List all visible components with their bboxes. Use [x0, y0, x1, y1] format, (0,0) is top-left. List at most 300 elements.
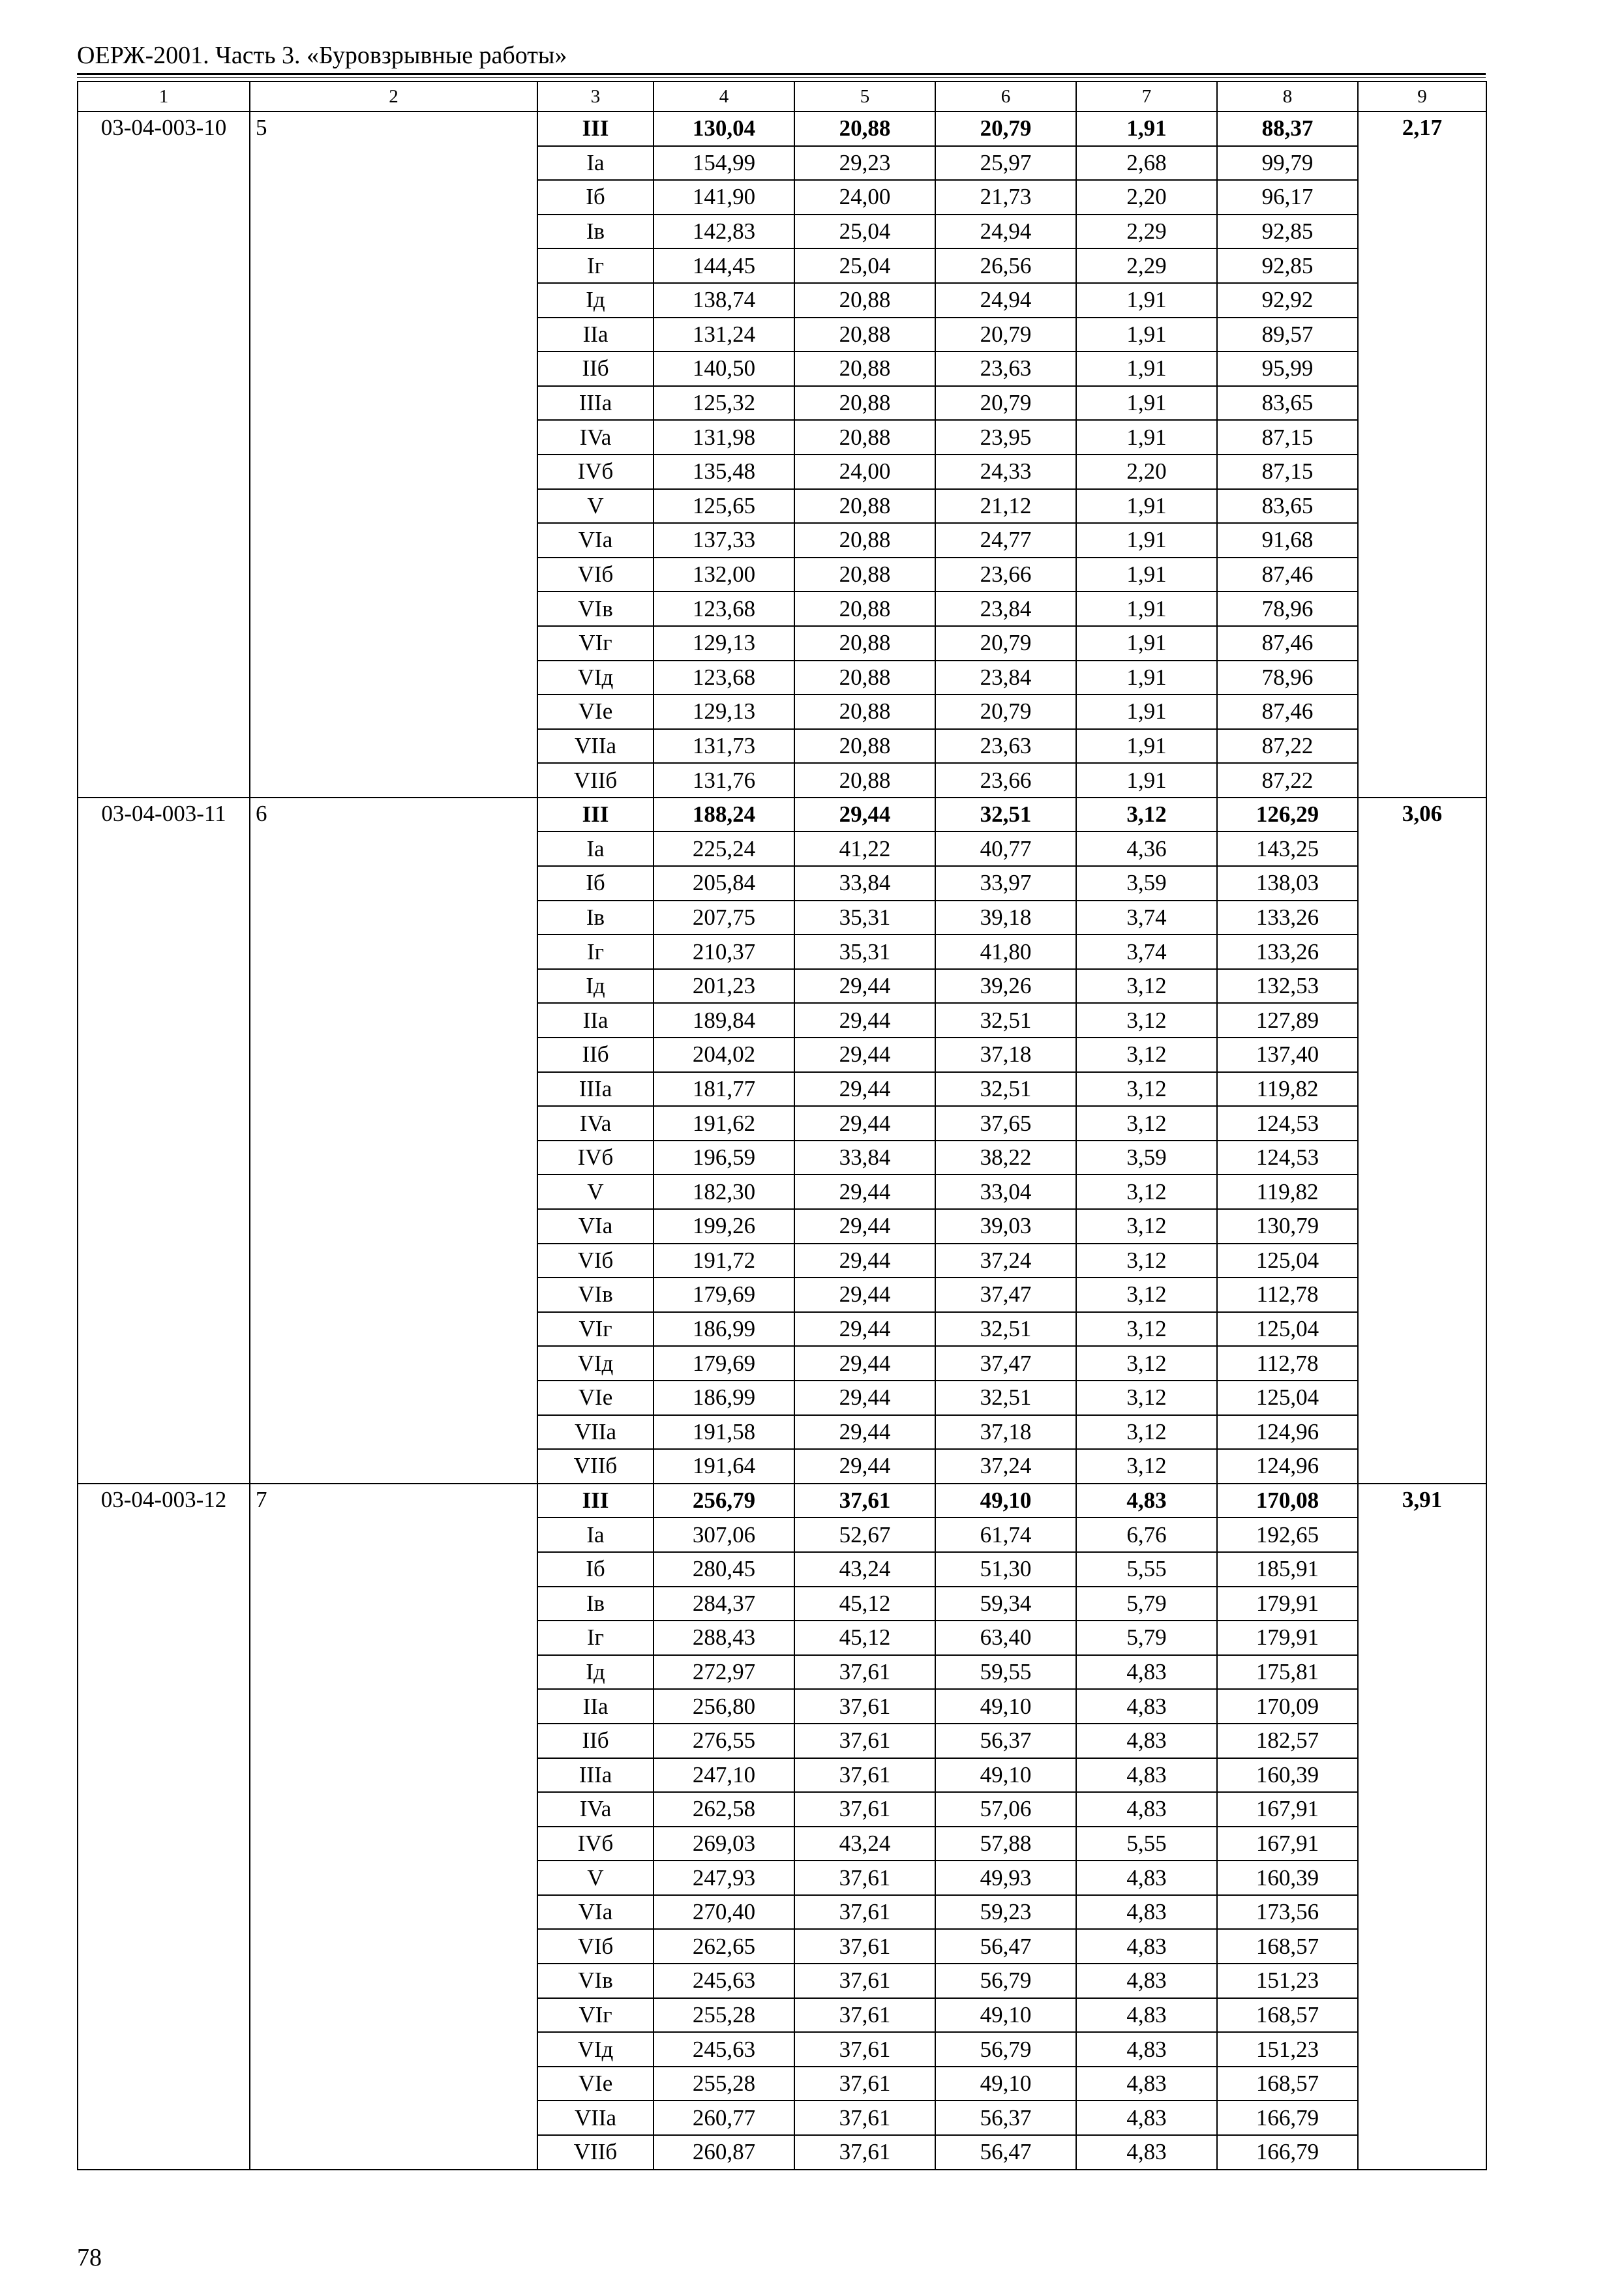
value-cell: 1,91: [1076, 352, 1217, 386]
value-cell: 4,83: [1076, 1655, 1217, 1690]
zone-cell: VIIa: [537, 2101, 654, 2135]
value-cell: 1,91: [1076, 386, 1217, 421]
value-cell: 37,61: [794, 1861, 935, 1895]
value-cell: 87,46: [1217, 558, 1358, 592]
zone-cell: Iв: [537, 215, 654, 249]
zone-cell: VIд: [537, 1346, 654, 1381]
value-cell: 269,03: [654, 1827, 794, 1861]
value-cell: 1,91: [1076, 729, 1217, 764]
value-cell: 2,20: [1076, 180, 1217, 215]
zone-cell: VIIб: [537, 763, 654, 798]
column-number: 3: [537, 82, 654, 112]
value-cell: 49,10: [935, 1484, 1076, 1518]
value-cell: 23,66: [935, 763, 1076, 798]
value-cell: 3,12: [1076, 1244, 1217, 1278]
value-cell: 1,91: [1076, 661, 1217, 695]
value-cell: 284,37: [654, 1587, 794, 1621]
value-cell: 201,23: [654, 969, 794, 1004]
value-cell: 1,91: [1076, 489, 1217, 524]
value-cell: 29,44: [794, 969, 935, 1004]
value-cell: 56,79: [935, 1964, 1076, 1998]
value-cell: 124,96: [1217, 1415, 1358, 1450]
value-cell: 37,18: [935, 1038, 1076, 1072]
value-cell: 59,55: [935, 1655, 1076, 1690]
value-cell: 59,23: [935, 1895, 1076, 1930]
zone-cell: Iд: [537, 969, 654, 1004]
value-cell: 137,33: [654, 523, 794, 558]
value-cell: 37,61: [794, 1792, 935, 1827]
value-cell: 37,61: [794, 1895, 935, 1930]
value-cell: 49,10: [935, 1758, 1076, 1793]
value-cell: 4,83: [1076, 2135, 1217, 2170]
value-cell: 272,97: [654, 1655, 794, 1690]
value-cell: 119,82: [1217, 1072, 1358, 1107]
value-cell: 168,57: [1217, 1998, 1358, 2033]
value-cell: 5,55: [1076, 1552, 1217, 1587]
value-cell: 57,88: [935, 1827, 1076, 1861]
zone-cell: Iб: [537, 1552, 654, 1587]
value-cell: 129,13: [654, 626, 794, 661]
value-cell: 92,85: [1217, 215, 1358, 249]
value-cell: 138,74: [654, 283, 794, 318]
value-cell: 288,43: [654, 1621, 794, 1655]
zone-cell: IIIa: [537, 1072, 654, 1107]
value-cell: 3,12: [1076, 1346, 1217, 1381]
value-cell: 247,10: [654, 1758, 794, 1793]
value-cell: 61,74: [935, 1518, 1076, 1552]
value-cell: 2,29: [1076, 215, 1217, 249]
value-cell: 24,77: [935, 523, 1076, 558]
value-cell: 3,12: [1076, 1003, 1217, 1038]
value-cell: 39,03: [935, 1209, 1076, 1244]
value-cell: 247,93: [654, 1861, 794, 1895]
value-cell: 37,61: [794, 2101, 935, 2135]
value-cell: 37,61: [794, 1758, 935, 1793]
rate-code-cell: 03-04-003-12: [78, 1484, 250, 2170]
value-cell: 255,28: [654, 1998, 794, 2033]
zone-cell: Iб: [537, 866, 654, 901]
zone-cell: IIa: [537, 1689, 654, 1724]
value-cell: 4,83: [1076, 1861, 1217, 1895]
value-cell: 132,00: [654, 558, 794, 592]
zone-cell: IIIa: [537, 1758, 654, 1793]
value-cell: 59,34: [935, 1587, 1076, 1621]
value-cell: 4,83: [1076, 1484, 1217, 1518]
value-cell: 4,83: [1076, 2067, 1217, 2101]
value-cell: 49,10: [935, 2067, 1076, 2101]
value-cell: 25,04: [794, 215, 935, 249]
value-cell: 25,97: [935, 146, 1076, 181]
value-cell: 33,84: [794, 866, 935, 901]
value-cell: 45,12: [794, 1621, 935, 1655]
value-cell: 140,50: [654, 352, 794, 386]
zone-cell: Iг: [537, 935, 654, 969]
value-cell: 20,88: [794, 420, 935, 455]
value-cell: 37,61: [794, 2067, 935, 2101]
table-row: [78, 1484, 1486, 1518]
value-cell: 179,69: [654, 1278, 794, 1312]
value-cell: 4,36: [1076, 831, 1217, 866]
value-cell: 5,79: [1076, 1587, 1217, 1621]
value-cell: 125,32: [654, 386, 794, 421]
value-cell: 49,93: [935, 1861, 1076, 1895]
zone-cell: III: [537, 1484, 654, 1518]
value-cell: 29,44: [794, 1415, 935, 1450]
value-cell: 96,17: [1217, 180, 1358, 215]
value-cell: 125,04: [1217, 1381, 1358, 1415]
zone-cell: IVб: [537, 1827, 654, 1861]
value-cell: 4,83: [1076, 1998, 1217, 2033]
value-cell: 1,91: [1076, 420, 1217, 455]
value-cell: 20,88: [794, 523, 935, 558]
zone-cell: IIa: [537, 318, 654, 352]
zone-cell: VIв: [537, 1964, 654, 1998]
value-cell: 21,12: [935, 489, 1076, 524]
zone-cell: VIe: [537, 1381, 654, 1415]
column-9-cell: 3,91: [1358, 1484, 1486, 2170]
value-cell: 33,04: [935, 1174, 1076, 1209]
value-cell: 20,88: [794, 352, 935, 386]
column-number: 5: [794, 82, 935, 112]
value-cell: 25,04: [794, 248, 935, 283]
value-cell: 92,92: [1217, 283, 1358, 318]
value-cell: 245,63: [654, 2032, 794, 2067]
value-cell: 1,91: [1076, 318, 1217, 352]
value-cell: 2,20: [1076, 455, 1217, 489]
value-cell: 92,85: [1217, 248, 1358, 283]
value-cell: 23,63: [935, 352, 1076, 386]
value-cell: 63,40: [935, 1621, 1076, 1655]
value-cell: 131,76: [654, 763, 794, 798]
value-cell: 29,44: [794, 1346, 935, 1381]
value-cell: 20,88: [794, 112, 935, 146]
value-cell: 167,91: [1217, 1827, 1358, 1861]
value-cell: 37,65: [935, 1106, 1076, 1141]
value-cell: 43,24: [794, 1827, 935, 1861]
value-cell: 3,12: [1076, 1381, 1217, 1415]
value-cell: 4,83: [1076, 2032, 1217, 2067]
value-cell: 167,91: [1217, 1792, 1358, 1827]
zone-cell: VIe: [537, 695, 654, 729]
value-cell: 179,91: [1217, 1621, 1358, 1655]
value-cell: 4,83: [1076, 1758, 1217, 1793]
value-cell: 260,77: [654, 2101, 794, 2135]
value-cell: 142,83: [654, 215, 794, 249]
value-cell: 87,15: [1217, 455, 1358, 489]
zone-cell: Ia: [537, 146, 654, 181]
zone-cell: VIa: [537, 523, 654, 558]
value-cell: 37,24: [935, 1449, 1076, 1484]
value-cell: 78,96: [1217, 591, 1358, 626]
value-cell: 49,10: [935, 1689, 1076, 1724]
value-cell: 91,68: [1217, 523, 1358, 558]
value-cell: 23,63: [935, 729, 1076, 764]
value-cell: 29,44: [794, 1278, 935, 1312]
value-cell: 51,30: [935, 1552, 1076, 1587]
value-cell: 126,29: [1217, 798, 1358, 832]
value-cell: 191,64: [654, 1449, 794, 1484]
zone-cell: VIг: [537, 1312, 654, 1347]
value-cell: 37,61: [794, 1964, 935, 1998]
zone-cell: Iб: [537, 180, 654, 215]
value-cell: 179,69: [654, 1346, 794, 1381]
value-cell: 78,96: [1217, 661, 1358, 695]
value-cell: 168,57: [1217, 1929, 1358, 1964]
zone-cell: III: [537, 798, 654, 832]
value-cell: 20,88: [794, 695, 935, 729]
value-cell: 262,65: [654, 1929, 794, 1964]
value-cell: 210,37: [654, 935, 794, 969]
value-cell: 255,28: [654, 2067, 794, 2101]
value-cell: 49,10: [935, 1998, 1076, 2033]
zone-cell: IVa: [537, 1792, 654, 1827]
value-cell: 56,79: [935, 2032, 1076, 2067]
value-cell: 225,24: [654, 831, 794, 866]
value-cell: 3,12: [1076, 1106, 1217, 1141]
running-header: ОЕРЖ-2001. Часть 3. «Буровзрывные работы»: [77, 42, 567, 69]
zone-cell: V: [537, 1861, 654, 1895]
value-cell: 41,80: [935, 935, 1076, 969]
zone-cell: Ia: [537, 1518, 654, 1552]
value-cell: 179,91: [1217, 1587, 1358, 1621]
value-cell: 119,82: [1217, 1174, 1358, 1209]
value-cell: 95,99: [1217, 352, 1358, 386]
zone-cell: V: [537, 489, 654, 524]
column-number: 6: [935, 82, 1076, 112]
value-cell: 191,58: [654, 1415, 794, 1450]
value-cell: 23,84: [935, 661, 1076, 695]
value-cell: 87,46: [1217, 626, 1358, 661]
value-cell: 38,22: [935, 1141, 1076, 1175]
value-cell: 245,63: [654, 1964, 794, 1998]
value-cell: 20,79: [935, 112, 1076, 146]
value-cell: 29,44: [794, 1072, 935, 1107]
zone-cell: VIIa: [537, 729, 654, 764]
value-cell: 4,83: [1076, 1929, 1217, 1964]
value-cell: 35,31: [794, 901, 935, 935]
column-number: 4: [654, 82, 794, 112]
value-cell: 4,83: [1076, 1964, 1217, 1998]
zone-cell: IVб: [537, 1141, 654, 1175]
rates-table: [77, 81, 1487, 2170]
value-cell: 256,80: [654, 1689, 794, 1724]
value-cell: 21,73: [935, 180, 1076, 215]
value-cell: 29,44: [794, 1244, 935, 1278]
value-cell: 52,67: [794, 1518, 935, 1552]
value-cell: 132,53: [1217, 969, 1358, 1004]
zone-cell: IVa: [537, 420, 654, 455]
value-cell: 6,76: [1076, 1518, 1217, 1552]
value-cell: 260,87: [654, 2135, 794, 2170]
column-number: 2: [250, 82, 537, 112]
zone-cell: Iг: [537, 1621, 654, 1655]
zone-cell: IIIa: [537, 386, 654, 421]
zone-cell: VIд: [537, 661, 654, 695]
value-cell: 191,62: [654, 1106, 794, 1141]
value-cell: 199,26: [654, 1209, 794, 1244]
value-cell: 112,78: [1217, 1278, 1358, 1312]
header-rule-thin: [77, 77, 1486, 78]
value-cell: 32,51: [935, 1003, 1076, 1038]
table-body: [78, 82, 1486, 2170]
value-cell: 29,44: [794, 1038, 935, 1072]
value-cell: 131,24: [654, 318, 794, 352]
value-cell: 20,88: [794, 661, 935, 695]
zone-cell: VIб: [537, 1929, 654, 1964]
value-cell: 24,94: [935, 283, 1076, 318]
value-cell: 307,06: [654, 1518, 794, 1552]
value-cell: 124,53: [1217, 1106, 1358, 1141]
value-cell: 20,88: [794, 489, 935, 524]
column-number-row: [78, 82, 1486, 112]
value-cell: 123,68: [654, 591, 794, 626]
value-cell: 151,23: [1217, 1964, 1358, 1998]
value-cell: 166,79: [1217, 2135, 1358, 2170]
value-cell: 20,88: [794, 626, 935, 661]
column-number: 1: [78, 82, 250, 112]
zone-cell: VIб: [537, 558, 654, 592]
rate-code-cell: 03-04-003-10: [78, 112, 250, 798]
value-cell: 170,09: [1217, 1689, 1358, 1724]
value-cell: 20,79: [935, 318, 1076, 352]
value-cell: 20,88: [794, 558, 935, 592]
value-cell: 3,12: [1076, 1312, 1217, 1347]
value-cell: 87,15: [1217, 420, 1358, 455]
column-9-cell: 2,17: [1358, 112, 1486, 798]
value-cell: 138,03: [1217, 866, 1358, 901]
value-cell: 125,04: [1217, 1312, 1358, 1347]
value-cell: 32,51: [935, 1072, 1076, 1107]
value-cell: 37,61: [794, 1998, 935, 2033]
value-cell: 207,75: [654, 901, 794, 935]
value-cell: 131,98: [654, 420, 794, 455]
value-cell: 29,23: [794, 146, 935, 181]
value-cell: 2,68: [1076, 146, 1217, 181]
value-cell: 186,99: [654, 1312, 794, 1347]
value-cell: 56,47: [935, 2135, 1076, 2170]
value-cell: 204,02: [654, 1038, 794, 1072]
value-cell: 29,44: [794, 1106, 935, 1141]
value-cell: 83,65: [1217, 386, 1358, 421]
value-cell: 256,79: [654, 1484, 794, 1518]
value-cell: 20,88: [794, 318, 935, 352]
value-cell: 24,00: [794, 455, 935, 489]
column-2-cell: 6: [250, 798, 537, 1484]
zone-cell: VIв: [537, 591, 654, 626]
value-cell: 280,45: [654, 1552, 794, 1587]
value-cell: 130,79: [1217, 1209, 1358, 1244]
value-cell: 29,44: [794, 798, 935, 832]
value-cell: 262,58: [654, 1792, 794, 1827]
zone-cell: VIд: [537, 2032, 654, 2067]
value-cell: 1,91: [1076, 763, 1217, 798]
zone-cell: IIб: [537, 1724, 654, 1758]
value-cell: 141,90: [654, 180, 794, 215]
value-cell: 37,61: [794, 2032, 935, 2067]
value-cell: 4,83: [1076, 1792, 1217, 1827]
value-cell: 186,99: [654, 1381, 794, 1415]
value-cell: 45,12: [794, 1587, 935, 1621]
value-cell: 125,04: [1217, 1244, 1358, 1278]
value-cell: 3,12: [1076, 969, 1217, 1004]
value-cell: 3,12: [1076, 1038, 1217, 1072]
zone-cell: III: [537, 112, 654, 146]
value-cell: 1,91: [1076, 591, 1217, 626]
value-cell: 137,40: [1217, 1038, 1358, 1072]
header-rule: [77, 73, 1486, 75]
zone-cell: VIг: [537, 1998, 654, 2033]
column-number: 8: [1217, 82, 1358, 112]
value-cell: 37,61: [794, 1655, 935, 1690]
value-cell: 20,79: [935, 695, 1076, 729]
value-cell: 143,25: [1217, 831, 1358, 866]
value-cell: 3,12: [1076, 1415, 1217, 1450]
column-number: 7: [1076, 82, 1217, 112]
zone-cell: Ia: [537, 831, 654, 866]
table-row: [78, 798, 1486, 832]
value-cell: 175,81: [1217, 1655, 1358, 1690]
value-cell: 20,79: [935, 386, 1076, 421]
value-cell: 37,18: [935, 1415, 1076, 1450]
rate-code-cell: 03-04-003-11: [78, 798, 250, 1484]
value-cell: 20,79: [935, 626, 1076, 661]
value-cell: 181,77: [654, 1072, 794, 1107]
value-cell: 99,79: [1217, 146, 1358, 181]
value-cell: 24,94: [935, 215, 1076, 249]
value-cell: 87,22: [1217, 763, 1358, 798]
table-row: [78, 112, 1486, 146]
value-cell: 188,24: [654, 798, 794, 832]
value-cell: 125,65: [654, 489, 794, 524]
value-cell: 5,79: [1076, 1621, 1217, 1655]
value-cell: 20,88: [794, 386, 935, 421]
value-cell: 37,61: [794, 2135, 935, 2170]
value-cell: 185,91: [1217, 1552, 1358, 1587]
value-cell: 154,99: [654, 146, 794, 181]
value-cell: 2,29: [1076, 248, 1217, 283]
value-cell: 1,91: [1076, 283, 1217, 318]
value-cell: 151,23: [1217, 2032, 1358, 2067]
value-cell: 37,47: [935, 1346, 1076, 1381]
value-cell: 124,96: [1217, 1449, 1358, 1484]
value-cell: 37,61: [794, 1929, 935, 1964]
zone-cell: VIa: [537, 1895, 654, 1930]
zone-cell: IIб: [537, 1038, 654, 1072]
value-cell: 170,08: [1217, 1484, 1358, 1518]
value-cell: 112,78: [1217, 1346, 1358, 1381]
value-cell: 33,97: [935, 866, 1076, 901]
column-9-cell: 3,06: [1358, 798, 1486, 1484]
value-cell: 1,91: [1076, 695, 1217, 729]
value-cell: 144,45: [654, 248, 794, 283]
value-cell: 32,51: [935, 1381, 1076, 1415]
value-cell: 29,44: [794, 1003, 935, 1038]
value-cell: 3,12: [1076, 798, 1217, 832]
zone-cell: VIa: [537, 1209, 654, 1244]
value-cell: 43,24: [794, 1552, 935, 1587]
value-cell: 23,84: [935, 591, 1076, 626]
value-cell: 24,00: [794, 180, 935, 215]
value-cell: 124,53: [1217, 1141, 1358, 1175]
value-cell: 4,83: [1076, 2101, 1217, 2135]
value-cell: 166,79: [1217, 2101, 1358, 2135]
value-cell: 135,48: [654, 455, 794, 489]
value-cell: 56,37: [935, 1724, 1076, 1758]
value-cell: 33,84: [794, 1141, 935, 1175]
zone-cell: VIв: [537, 1278, 654, 1312]
value-cell: 89,57: [1217, 318, 1358, 352]
value-cell: 5,55: [1076, 1827, 1217, 1861]
